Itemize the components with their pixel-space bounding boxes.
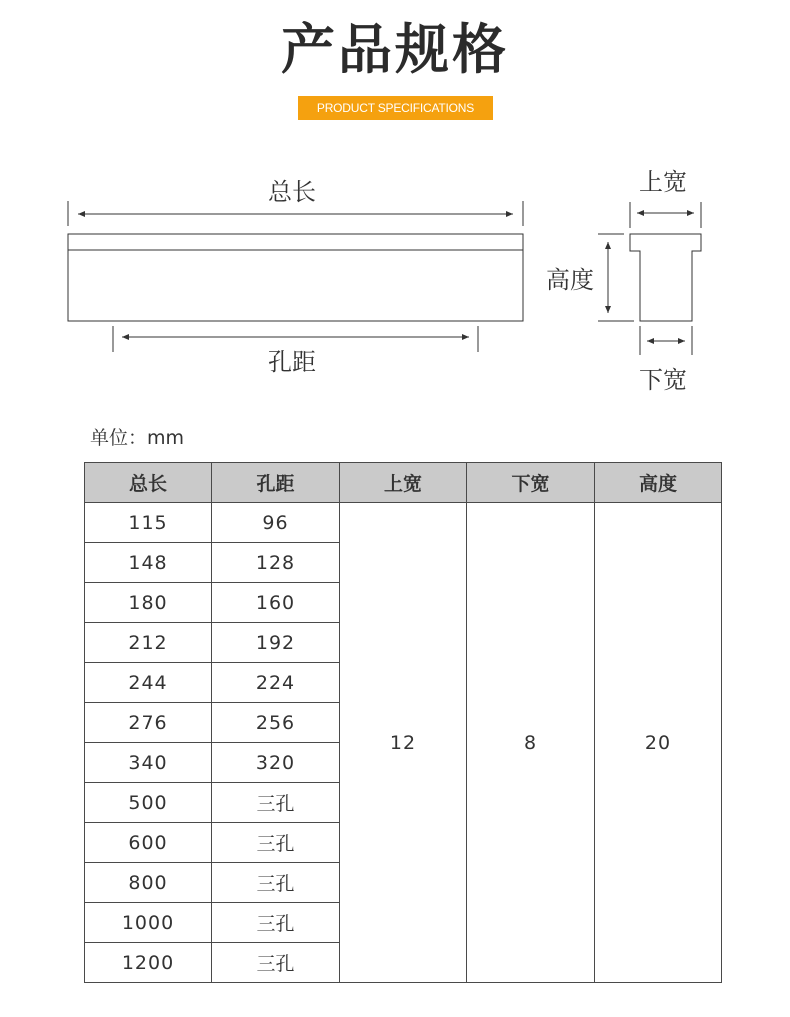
top-width-dimension <box>630 202 701 228</box>
bottom-width-label: 下宽 <box>639 366 687 394</box>
header-bottom-width: 下宽 <box>467 463 595 503</box>
hole-distance-label: 孔距 <box>268 348 316 376</box>
cell-hole-distance: 320 <box>212 743 340 783</box>
cell-hole-distance: 128 <box>212 543 340 583</box>
cell-hole-distance: 三孔 <box>212 943 340 983</box>
table-header-row <box>85 463 722 503</box>
header-top-width: 上宽 <box>340 463 467 503</box>
cell-total-length: 800 <box>85 863 212 903</box>
cell-total-length: 1000 <box>85 903 212 943</box>
cell-total-length: 600 <box>85 823 212 863</box>
page-title: 产品规格 <box>281 18 509 81</box>
cell-hole-distance: 三孔 <box>212 783 340 823</box>
cell-hole-distance: 256 <box>212 703 340 743</box>
cell-hole-distance: 三孔 <box>212 863 340 903</box>
unit-label: 单位：mm <box>90 427 185 449</box>
header-height: 高度 <box>595 463 722 503</box>
cell-hole-distance: 224 <box>212 663 340 703</box>
height-dimension <box>598 234 634 321</box>
cell-total-length: 500 <box>85 783 212 823</box>
cell-top-width: 12 <box>340 503 467 983</box>
cell-hole-distance: 三孔 <box>212 823 340 863</box>
cell-total-length: 180 <box>85 583 212 623</box>
cell-total-length: 1200 <box>85 943 212 983</box>
table-row <box>85 503 722 543</box>
total-length-label: 总长 <box>268 178 316 206</box>
cell-total-length: 115 <box>85 503 212 543</box>
top-width-label: 上宽 <box>639 168 687 196</box>
bottom-width-dimension <box>640 326 692 355</box>
product-diagram <box>0 150 790 410</box>
cell-hole-distance: 192 <box>212 623 340 663</box>
cell-total-length: 244 <box>85 663 212 703</box>
cell-height: 20 <box>595 503 722 983</box>
cell-total-length: 276 <box>85 703 212 743</box>
cell-hole-distance: 160 <box>212 583 340 623</box>
cell-hole-distance: 96 <box>212 503 340 543</box>
cell-total-length: 340 <box>85 743 212 783</box>
spec-table <box>84 462 722 983</box>
header-total-length: 总长 <box>85 463 212 503</box>
side-view-shape <box>68 234 523 321</box>
cell-total-length: 212 <box>85 623 212 663</box>
cell-bottom-width: 8 <box>467 503 595 983</box>
end-view-shape <box>630 234 701 321</box>
height-label: 高度 <box>546 266 594 294</box>
header-hole-distance: 孔距 <box>212 463 340 503</box>
cell-total-length: 148 <box>85 543 212 583</box>
cell-hole-distance: 三孔 <box>212 903 340 943</box>
subtitle-badge: PRODUCT SPECIFICATIONS <box>298 96 493 120</box>
